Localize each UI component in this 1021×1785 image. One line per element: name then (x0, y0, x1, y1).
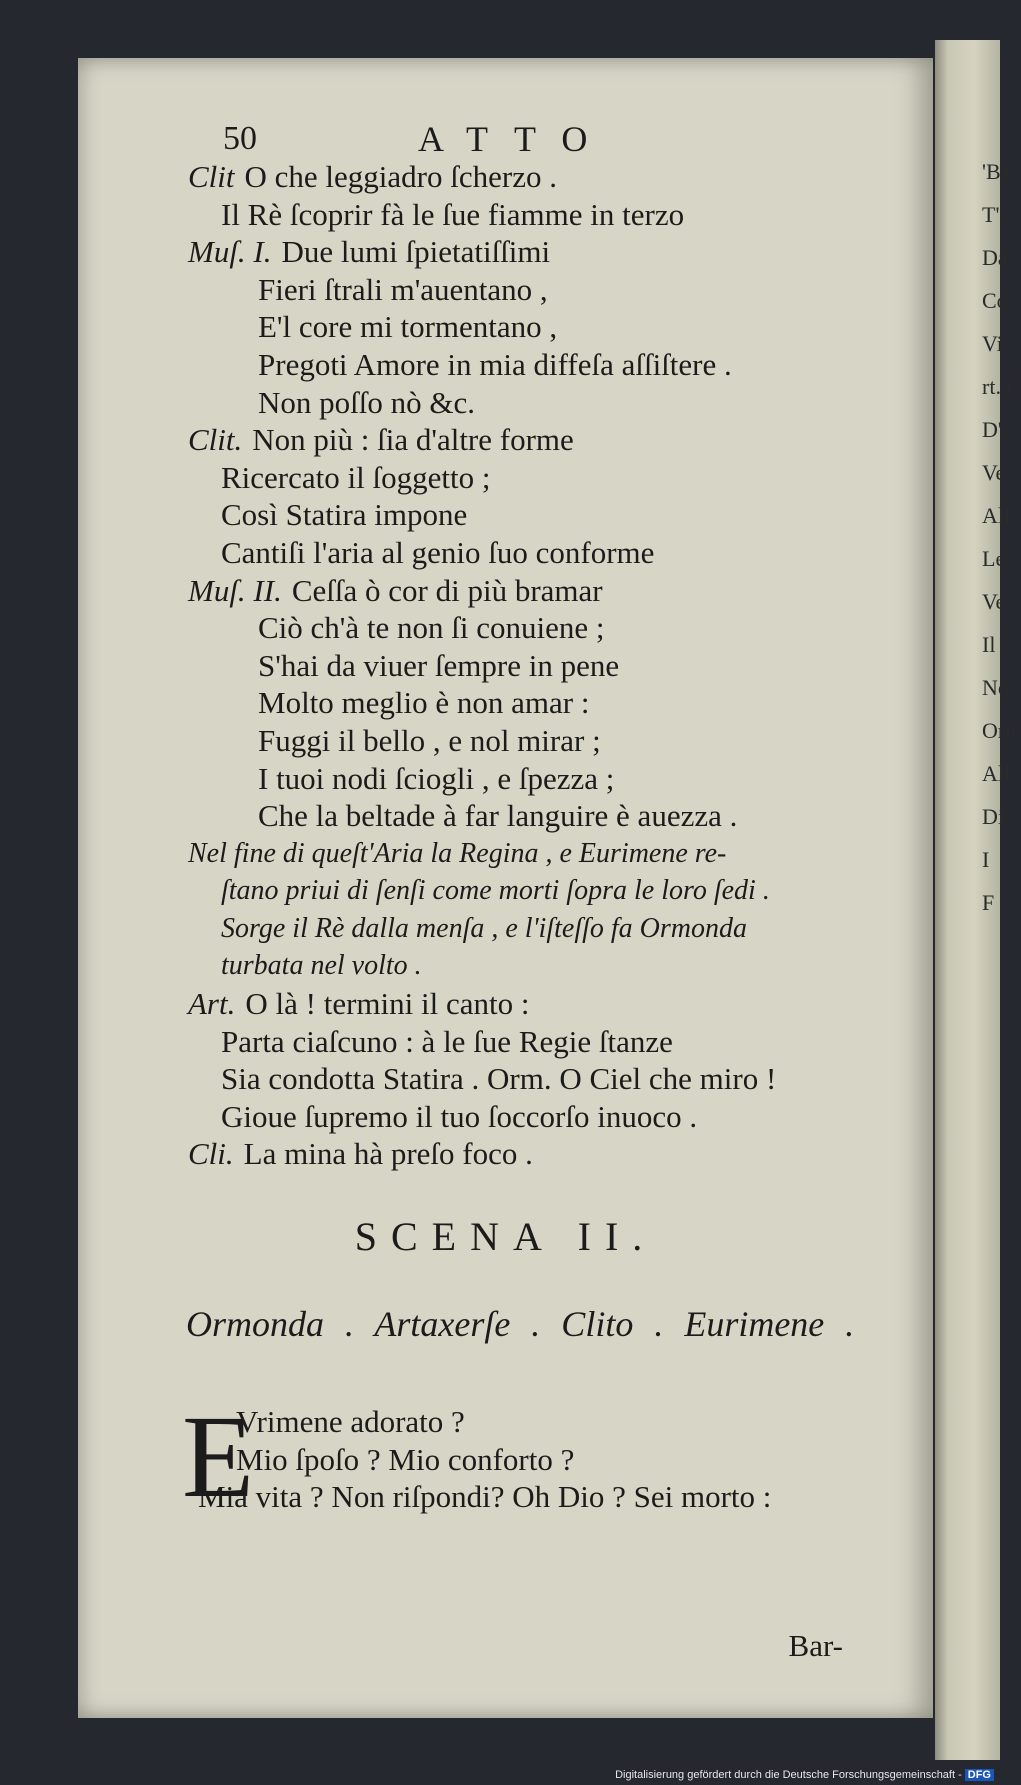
text-line: Mia vita ? Non riſpondi? Oh Dio ? Sei morto : (198, 1479, 772, 1515)
text-line: Fieri ſtrali m'auentano , (258, 271, 548, 307)
text-line: Fuggi il bello , e nol mirar ; (258, 722, 601, 758)
text-line: Cantiſi l'aria al genio ſuo conforme (221, 534, 655, 570)
text-line: Ciò ch'à te non ſi conuiene ; (258, 610, 605, 646)
speaker-label: Muſ. I. (188, 234, 272, 270)
book-page (78, 58, 933, 1718)
credit-text: Digitalisierung gefördert durch die Deutsche Forschungsgemeinschaft - (615, 1769, 962, 1781)
text-line: Parta ciaſcuno : à le ſue Regie ſtanze (221, 1023, 673, 1059)
text-line (188, 1135, 908, 1173)
text-line: Pregoti Amore in mia diffeſa aſſiſtere . (258, 346, 732, 382)
text-line: Molto meglio è non amar : (258, 685, 590, 721)
text-line: Vrimene adorato ? (236, 1404, 465, 1439)
text-line (188, 985, 908, 1023)
text-line: E'l core mi tormentano , (258, 309, 558, 345)
speaker-label: Muſ. II. (188, 572, 282, 608)
stage-direction: Sorge il Rè dalla menſa , e l'iſteſſo fa Ormonda (221, 912, 747, 944)
adjacent-page-fragments: 'Ba T' Da Co Vi rt. C D' Ve All Le Ve Il No Orn All Di I F (982, 159, 1021, 915)
stage-direction: turbata nel volto . (221, 950, 422, 982)
digitization-credit (615, 1769, 994, 1781)
text-line: Così Statira impone (221, 497, 468, 533)
speaker-label: Art. (188, 986, 236, 1022)
text-line (188, 421, 908, 459)
line-text: O là ! termini il canto : (245, 986, 530, 1022)
text-line: Sia condotta Statira . Orm. O Ciel che miro ! (221, 1061, 777, 1097)
page-number: 50 (223, 120, 257, 157)
scene-characters: Ormonda . Artaxerſe . Clito . Eurimene . (186, 1304, 855, 1344)
text-line: Non poſſo nò &c. (258, 384, 475, 420)
catchword: Bar- (788, 1628, 843, 1663)
line-text: Non più : ſia d'altre forme (252, 422, 574, 458)
text-line (188, 233, 908, 271)
text-line: Gioue ſupremo il tuo ſoccorſo inuoco . (221, 1098, 698, 1134)
scene-text (198, 1403, 948, 1516)
stage-direction: ſtano priui di ſenſi come morti ſopra le loro ſedi . (221, 875, 770, 907)
text-line: I tuoi nodi ſciogli , e ſpezza ; (258, 760, 615, 796)
text-line: Ricercato il ſoggetto ; (221, 459, 491, 495)
dfg-logo: DFG (965, 1769, 994, 1781)
drop-cap: E (182, 1391, 255, 1522)
speaker-label: Clit (188, 159, 235, 194)
speaker-label: Clit. (188, 422, 243, 458)
line-text: Ceſſa ò cor di più bramar (291, 572, 603, 608)
running-head: ATTO (418, 119, 614, 159)
text-line: Che la beltade à far languire è auezza . (258, 798, 738, 834)
text-line: S'hai da viuer ſempre in pene (258, 647, 620, 683)
text-line (188, 572, 908, 610)
line-text: La mina hà preſo foco . (243, 1136, 533, 1172)
text-line (188, 158, 908, 196)
text-line: Il Rè ſcoprir fà le ſue fiamme in terzo (221, 196, 685, 232)
text-line: Mio ſpoſo ? Mio conforto ? (236, 1441, 575, 1477)
line-text: O che leggiadro ſcherzo . (244, 159, 557, 194)
scene-title: SCENA II. (354, 1214, 657, 1259)
main-text (188, 158, 908, 1173)
line-text: Due lumi ſpietatiſſimi (281, 234, 551, 270)
stage-direction: Nel fine di queſt'Aria la Regina , e Eurimene re- (188, 837, 727, 869)
speaker-label: Cli. (188, 1136, 234, 1172)
